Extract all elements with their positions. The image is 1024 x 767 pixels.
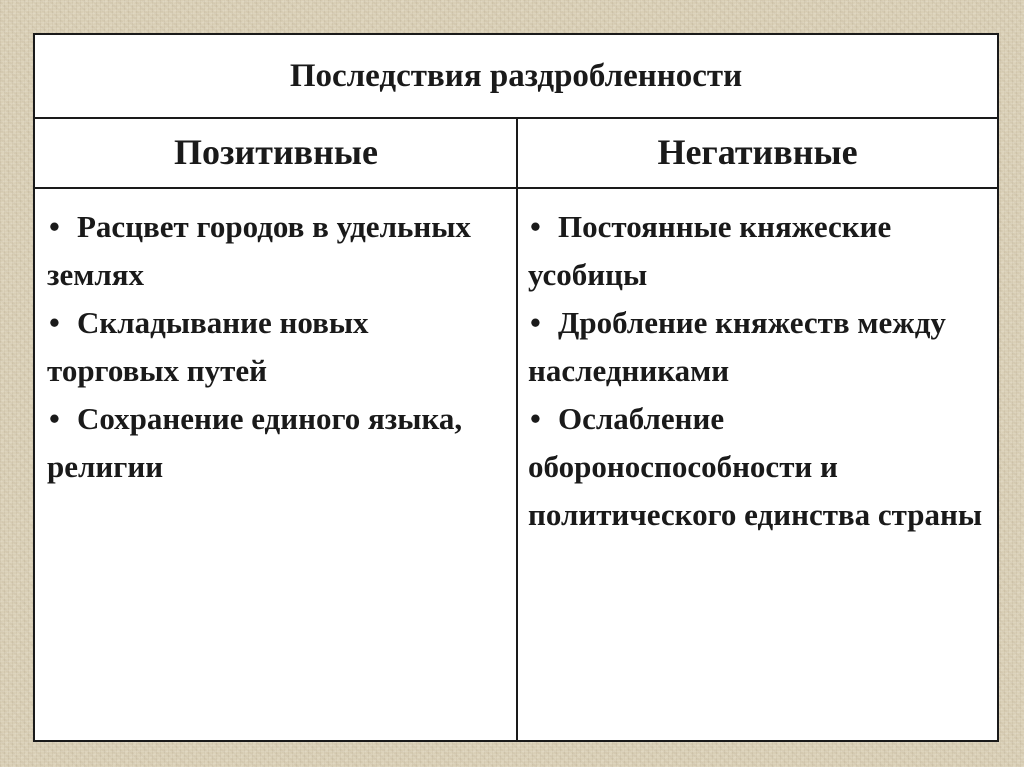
table-title: Последствия раздробленности bbox=[35, 35, 997, 119]
negative-list bbox=[518, 189, 997, 740]
bullet-icon: • bbox=[530, 209, 541, 244]
column-header-positive: Позитивные bbox=[174, 132, 378, 172]
list-item bbox=[528, 395, 989, 539]
list-item bbox=[47, 299, 506, 395]
list-item bbox=[47, 203, 506, 299]
list-item-text: Постоянные княжеские усобицы bbox=[528, 209, 892, 292]
list-item bbox=[47, 395, 506, 491]
list-item-text: Сохранение единого языка, религии bbox=[47, 401, 463, 484]
list-item-text: Дробление княжеств между наследниками bbox=[528, 305, 946, 388]
bullet-icon: • bbox=[530, 401, 541, 436]
bullet-icon: • bbox=[49, 209, 60, 244]
bullet-icon: • bbox=[530, 305, 541, 340]
list-item-text: Складывание новых торговых путей bbox=[47, 305, 369, 388]
bullet-icon: • bbox=[49, 305, 60, 340]
consequences-table bbox=[33, 33, 999, 742]
column-header-negative: Негативные bbox=[657, 132, 858, 172]
positive-list bbox=[35, 189, 516, 740]
bullet-icon: • bbox=[49, 401, 60, 436]
list-item bbox=[528, 299, 989, 395]
list-item bbox=[528, 203, 989, 299]
list-item-text: Ослабление обороноспособности и политического единства страны bbox=[528, 401, 983, 532]
list-item-text: Расцвет городов в удельных землях bbox=[47, 209, 471, 292]
